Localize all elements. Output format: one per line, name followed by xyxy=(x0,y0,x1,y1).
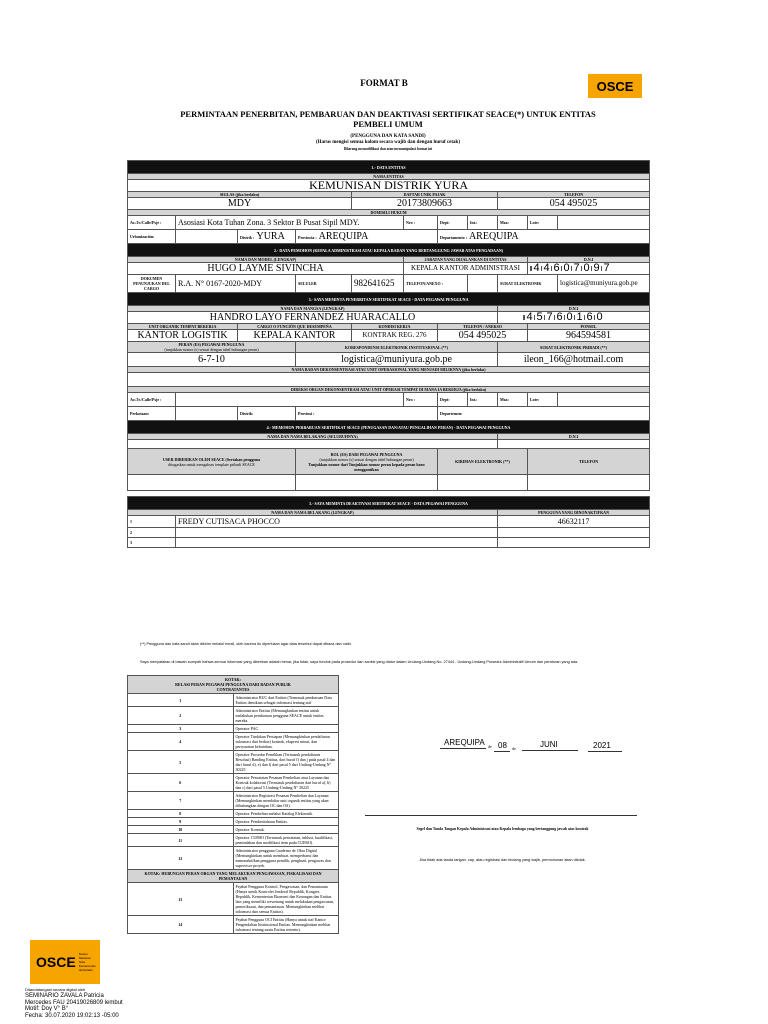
role-number: 3 xyxy=(128,725,234,733)
role-description: Pejabat Pengguna OCI Entitas (Hanya untuk staf Kantor Pengendalian Institusional Entitas. Memungkinkan melihat informasi tentang suatu Entitas tertentu). xyxy=(233,916,339,934)
applicant-phone-label: TELEFON/ANEXO : xyxy=(404,275,468,293)
cargo-label: CARGO O FUNCIÓN QUE DESEMPEÑA xyxy=(238,324,352,330)
deconc-urb-label: Perkotaan: xyxy=(128,407,176,421)
role-row xyxy=(128,792,339,810)
deactivate-name-label: NAMA DAN NAMA BELAKANG (LENGKAP) xyxy=(128,510,498,516)
renew-user-field[interactable] xyxy=(128,475,296,491)
applicant-email-label: SURAT ELEKTRONIK xyxy=(498,275,558,293)
user-dni-field[interactable] xyxy=(498,312,650,324)
deactivate-row: 2 xyxy=(128,528,650,538)
deconc-dept-label: Dept: xyxy=(438,393,468,407)
mobile-label: PONSEL xyxy=(528,324,650,330)
role-row xyxy=(128,834,339,847)
role-description: Operator CUBSO (Termasuk pencatatan, inklusi, kualifikasi, pemindahan dan modifikasi item pada CUBSO). xyxy=(233,834,339,847)
acronym-field[interactable]: MDY xyxy=(128,198,352,210)
signature-city[interactable]: AREQUIPA xyxy=(444,738,485,747)
dni-digit: 0 xyxy=(564,315,574,320)
document-title: PERMINTAAN PENERBITAN, PEMBARUAN DAN DEAKTIVASI SERTIFIKAT SEACE(*) UNTUK ENTITAS PEMBELI UMUM xyxy=(180,109,596,129)
roles-table xyxy=(127,675,339,934)
priv-email-field[interactable]: ileon_166@hotmail.com xyxy=(498,353,650,367)
deconc-address-label: DIREKSI ORGAN DEKONSENTRASI ATAU UNIT OPERASI TEMPAT DI MANA IA BEKERJA (jika berlaku) xyxy=(128,387,650,393)
osce-logo: OSCE xyxy=(588,74,642,98)
deactivate-user-label: PENGGUNA YANG DINONAKTIFKAN xyxy=(498,510,650,516)
int-label: Int.: xyxy=(468,216,498,230)
role-description: Operator Tindakan Persiapan (Memungkinkan pendaftaran informasi dari berkas) kontrak, ekspresi minat, dan persyaratan kebutuhan. xyxy=(233,733,339,751)
deconc-district-label: Distrik: xyxy=(238,407,296,421)
dni-digit: 4 xyxy=(531,266,541,271)
applicant-dni-label: D.N.I xyxy=(528,257,650,263)
role-number: 8 xyxy=(128,810,234,818)
dni-digit: 4 xyxy=(524,315,534,320)
dni-digit: 0 xyxy=(581,266,591,271)
role-description: Administrator Entitas (Memungkinkan entitas untuk melakukan pembaruan pengguna SEACE untuk entitas mereka. xyxy=(233,707,339,725)
role-row xyxy=(128,810,339,818)
user-name-label: NAMA DAN MANGSA (LENGKAP) xyxy=(128,306,498,312)
department-field[interactable]: Departamento : AREQUIPA xyxy=(438,230,650,244)
dni-digit: 9 xyxy=(591,266,601,271)
oversight-roles-title: KOTAK: HUBUNGAN PERAN ORGAN YANG MELAKUKAN PENGAWASAN, FISKALISASI DAN PEMANTAUAN xyxy=(128,870,339,883)
renew-roles-field[interactable] xyxy=(296,475,438,491)
mz-label: Mza: xyxy=(498,216,528,230)
deconc-department-label: Departemen: xyxy=(438,407,650,421)
dni-digit: 7 xyxy=(571,266,581,271)
user-dni-label: D.N.I xyxy=(498,306,650,312)
inst-email-label: KORESPONDENSI ELEKTRONIK INSTITUSIONAL (**) xyxy=(296,342,498,353)
role-row xyxy=(128,774,339,792)
dni-digit: 6 xyxy=(584,315,594,320)
section5-title: 5.- SAYA MEMINTA DEAKTIVASI SERTIFIKAT SEACE - DATA PEGAWAI PENGGUNA xyxy=(128,497,650,510)
street-field[interactable]: Asosiasi Kota Tuhan Zona. 3 Sektor B Pusat Sipil MDY. xyxy=(176,216,404,230)
role-description: Administrator Registrasi Pesanan Pembelian dan Layanan (Memungkinkan mendaftar unit organik entitas yang akan dihubungkan dengan OC dan OS). xyxy=(233,792,339,810)
role-number: 10 xyxy=(128,826,234,834)
renew-dni-field[interactable] xyxy=(498,440,650,449)
inst-email-field[interactable]: logistica@muniyura.gob.pe xyxy=(296,353,498,367)
role-description: Operator Pencatatan Pesanan Pembelian atau Layanan dan Kontrak kolaborasi (Termasuk pendaftaran dari huruf a), b) dan c) dari pasal 5 Undang-Undang N° 30225 xyxy=(233,774,339,792)
role-number: 11 xyxy=(128,834,234,847)
renew-email-field[interactable] xyxy=(438,475,528,491)
role-number: 7 xyxy=(128,792,234,810)
signature-note: Jika tidak ada tanda tangan, cap, atau registrasi dan tindang yang wajib, permohonan akan ditolak. xyxy=(419,858,586,862)
dni-digit: 6 xyxy=(551,266,561,271)
user-phone-label: TELEFON / ANEKSO xyxy=(438,324,528,330)
roles-table-title: KOTAK: RELASI PERAN PEGAWAI PENGGUNA DARI BADAN PUBLIK CONTRATANTES xyxy=(128,676,339,694)
role-row xyxy=(128,883,339,916)
applicant-position-label: JABATAN YANG DIJALANKAN DI ENTITAS xyxy=(404,257,528,263)
acronym-label: SIGLAS (jika berlaku) xyxy=(128,192,352,198)
deconc-field[interactable] xyxy=(128,373,650,387)
role-row xyxy=(128,847,339,870)
dni-digit: 5 xyxy=(534,315,544,320)
deconc-number-label: Nro : xyxy=(404,393,438,407)
user-name-field[interactable]: HANDRO LAYO FERNANDEZ HUARACALLO xyxy=(128,312,498,324)
role-description: Operator Pemberitahuan Entitas. xyxy=(233,818,339,826)
dni-digit: 4 xyxy=(541,266,551,271)
deactivate-row: 3 xyxy=(128,538,650,548)
urb-label: Urbanización: xyxy=(128,230,176,244)
role-number: 13 xyxy=(128,883,234,916)
unit-label: UNIT ORGANIK TEMPAT BEKERJA xyxy=(128,324,238,330)
renew-name-label: NAMA DAN NAMA BELAKANG (SELURUHNYA) xyxy=(128,434,498,440)
number-label: Nro : xyxy=(404,216,438,230)
deactivate-name-field[interactable] xyxy=(176,528,498,538)
cell-field[interactable]: 982641625 xyxy=(352,275,404,293)
tax-id-label: DAFTAR UNIK PAJAK xyxy=(352,192,498,198)
signature-year[interactable]: 2021 xyxy=(593,741,611,750)
document-subtitle: (PENGGUNA DAN KATA SANDI) (Harus mengisi semua kolom secara wajib dan dengan huruf cetak) Dilarang memodifikasi dan atau memanipulasi format ini xyxy=(315,134,461,151)
role-description: Operator Pembelian melalui Katalog Elektronik. xyxy=(233,810,339,818)
address-label: DOMISILI HUKUM xyxy=(128,210,650,216)
roles-label: PERAN (ES) PEGAWAI PENGGUNA (tunjukkan nomor (s) sesuai dengan tabel hubungan peran) xyxy=(128,342,296,353)
role-number: 6 xyxy=(128,774,234,792)
section1-title: 1.- DATA ENTITAS xyxy=(128,161,650,174)
footnote-declaration: Saya menyatakan di bawah sumpah bahwa semua informasi yang diberikan adalah benar, jika tidak, saya tunduk pada prosedur dan sanksi yang diatur dalam Undang-Undang No. 27444 - Undang-Undang Prosedur Administratif Umum dan peraturan yang ada. xyxy=(140,660,579,664)
stamp-logo: OSCE Sistem Nasional Nota Kementerian del Estado xyxy=(30,940,100,984)
applicant-position-field[interactable]: KEPALA KANTOR ADMINISTRASI xyxy=(404,263,528,275)
renew-email-label: KIRIMAN ELEKTRONIK (**) xyxy=(438,449,528,475)
designation-doc-label: DOKUMEN PENUNJUKAN DEL CARGO xyxy=(128,275,176,293)
deactivate-user-field[interactable]: 46632117 xyxy=(498,516,650,528)
dni-digit: 7 xyxy=(544,315,554,320)
date-separator: de xyxy=(512,746,516,751)
section4-title: 4.- MEMOHON PERBARUAN SERTIFIKAT SEACE (PENUGASAN DAN/ATAU PENGALIHAN PERAN) - DATA PEGAWAI PENGGUNA xyxy=(128,421,650,434)
renew-name-field[interactable] xyxy=(128,440,498,449)
signature-day[interactable]: 08 xyxy=(498,741,507,750)
deactivate-row: 1 FREDY CUTISACA PHOCCO 46632117 xyxy=(128,516,650,528)
street-label: Av./Jr./Calle/Psje : xyxy=(128,216,176,230)
role-description: Operator Kontrak. xyxy=(233,826,339,834)
deconc-street-label: Av./Jr./Calle/Psje : xyxy=(128,393,176,407)
role-description: Operator PAC. xyxy=(233,725,339,733)
role-number: 1 xyxy=(128,694,234,707)
deconc-int-label: Int.: xyxy=(468,393,498,407)
role-number: 9 xyxy=(128,818,234,826)
designation-doc-field[interactable]: R.A. N° 0167-2020-MDY xyxy=(176,275,296,293)
dni-digit: 0 xyxy=(561,266,571,271)
renew-roles-label: ROL (ES) DARI PEGAWAI PENGGUNA (tunjukkan nomor (s) sesuai dengan tabel hubungan peran) Tunjukkan nomor dari Tunjukkan nomor peran kepada peran baru menggantikan xyxy=(296,449,438,475)
renew-dni-label: D.N.I xyxy=(498,434,650,440)
role-number: 12 xyxy=(128,847,234,870)
role-description: Operator Prosedur Pemilihan (Termasuk pendaftaran Resolusi) Banding Entitas, dari huruf f) dan j pada pasal 4 dan dari huruf d), e) dan f) dari pasal 5 dari Undang-Undang N° 30225 xyxy=(233,751,339,774)
tax-id-field[interactable]: 20173809663 xyxy=(352,198,498,210)
deactivate-name-field[interactable]: FREDY CUTISACA PHOCCO xyxy=(176,516,498,528)
unit-field[interactable]: KANTOR LOGISTIK xyxy=(128,330,238,342)
entity-name-label: NAMA ENTITAS xyxy=(128,174,650,180)
renew-phone-field[interactable] xyxy=(528,475,650,491)
applicant-email-field[interactable]: logistica@muniyura.gob.pe xyxy=(558,275,650,293)
deactivate-name-field[interactable] xyxy=(176,538,498,548)
cargo-field[interactable]: KEPALA KANTOR xyxy=(238,330,352,342)
role-row xyxy=(128,826,339,834)
role-row xyxy=(128,694,339,707)
condition-field[interactable]: KONTRAK REG. 276 xyxy=(352,330,438,342)
dni-digit: 7 xyxy=(601,266,611,271)
request-form xyxy=(127,160,650,548)
renew-phone-label: TELEFON xyxy=(528,449,650,475)
dni-digit: 0 xyxy=(594,315,604,320)
role-description: Administrator pengguna Cuaderno de Obra Digital (Memungkinkan untuk membuat, memperbarui dan menonaktifkan pengguna pemilik, penghuni, pengawas dan supervisor proyek. xyxy=(233,847,339,870)
lote-label: Lote: xyxy=(528,216,558,230)
role-description: Pejabat Pengguna Kontrol, Pengawasan, dan Pemantauan (Hanya untuk Kontroler Jenderal Republik, Kongres Republik, Kementerian Ekonomi dan Keuangan dan Entitas lain yang memiliki wewenang untuk melakukan pengawasan, pemeriksaan, dan pemantauan. Memungkinkan melihat informasi dari semua Entitas). xyxy=(233,883,339,916)
applicant-name-field[interactable]: HUGO LAYME SIVINCHA xyxy=(128,263,404,275)
role-row xyxy=(128,733,339,751)
role-row xyxy=(128,916,339,934)
deconc-label: NAMA BADAN DEKONSENTRASI ATAU UNIT OPERASIONAL YANG MENJADI MILIKNYA (jika berlaku) xyxy=(128,367,650,373)
deconc-lote-label: Lote: xyxy=(528,393,558,407)
role-row xyxy=(128,707,339,725)
roles-field[interactable]: 6-7-10 xyxy=(128,353,296,367)
footnote-email: (**) Pengguna dan kata sandi akan dikirim melalui email, oleh karena itu diperlukan agar data tersebut dapat dibaca dan valid. xyxy=(140,642,352,646)
dept-label: Dept: xyxy=(438,216,468,230)
role-number: 2 xyxy=(128,707,234,725)
user-phone-field[interactable]: 054 495025 xyxy=(438,330,528,342)
role-number: 5 xyxy=(128,751,234,774)
entity-phone-field[interactable]: 054 495025 xyxy=(498,198,650,210)
section3-title: 3.- SAYA MEMINTA PENERBITAN SERTIFIKAT SEACE - DATA PEGAWAI PENGGUNA xyxy=(128,293,650,306)
deconc-province-label: Provinsi : xyxy=(296,407,438,421)
applicant-name-label: NAMA DAN MODEL (LENGKAP) xyxy=(128,257,404,263)
renew-user-label: USER DIBERIKAN OLEH SEACE (Sertakan pengguna ditugaskan untuk mengakses template pribadi SEACE xyxy=(128,449,296,475)
role-row xyxy=(128,725,339,733)
cell-label: SELULER xyxy=(296,275,352,293)
priv-email-label: SURAT ELEKTRONIK PRIBADI (**) xyxy=(498,342,650,353)
role-row xyxy=(128,818,339,826)
dni-digit: 6 xyxy=(554,315,564,320)
district-field[interactable]: Distrik : YURA xyxy=(238,230,296,244)
role-row xyxy=(128,751,339,774)
condition-label: KONDISI KERJA xyxy=(352,324,438,330)
section2-title: 2.- DATA PEMOHON (KEPALA ADMINISTRASI ATAU KEPALA BADAN YANG BERTANGGUNG JAWAB ATAS PENGADAAN) xyxy=(128,244,650,257)
deconc-mz-label: Mza: xyxy=(498,393,528,407)
entity-phone-label: TELEFON xyxy=(498,192,650,198)
dni-digit: 1 xyxy=(574,315,584,320)
deactivate-user-field[interactable] xyxy=(498,538,650,548)
role-description: Administrator RUC dari Entitas (Termasuk pembaruan Data Entitas demikian sebagai informasi tentang staf xyxy=(233,694,339,707)
province-field[interactable]: Provincia : AREQUIPA xyxy=(296,230,438,244)
mobile-field[interactable]: 964594581 xyxy=(528,330,650,342)
deactivate-user-field[interactable] xyxy=(498,528,650,538)
digital-signature-text: Ditandatangani secara digital oleh SEMINARIO ZAVALA Patricia Mercedes FAU 20419026809 lembut Motif: Doy V° B° Fecha: 30.07.2020 19:02:13 -05:00 xyxy=(25,987,123,1019)
role-number: 14 xyxy=(128,916,234,934)
role-number: 4 xyxy=(128,733,234,751)
entity-name-field[interactable]: KEMUNISAN DISTRIK YURA xyxy=(128,180,650,192)
date-separator: de xyxy=(488,744,492,749)
signature-label: Segel dan Tanda Tangan Kepala Administrasi atau Kepala lembaga yang bertanggung jawab atas kontrak xyxy=(416,827,589,831)
signature-month[interactable]: JUNI xyxy=(540,740,558,749)
format-label: FORMAT B xyxy=(360,78,408,88)
applicant-dni-field[interactable] xyxy=(528,263,650,275)
